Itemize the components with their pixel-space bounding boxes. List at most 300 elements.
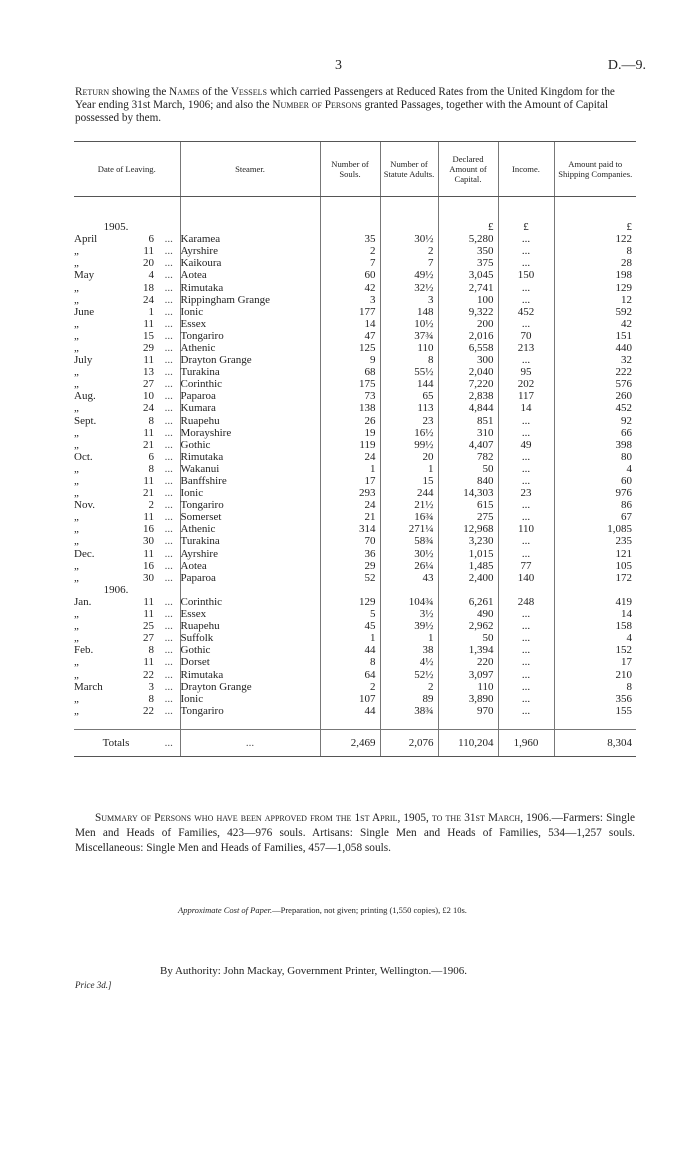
capital-cell: 12,968	[438, 523, 498, 535]
table-row	[74, 402, 636, 414]
month-cell: „	[74, 656, 79, 669]
table-row	[74, 644, 636, 656]
adults-cell: 37¾	[380, 330, 438, 342]
leader-dots: ...	[164, 354, 173, 367]
steamer-cell: Aotea	[180, 560, 320, 572]
leader-dots: ...	[164, 547, 173, 560]
income-cell: ...	[498, 608, 554, 620]
day-cell: 27	[143, 378, 154, 391]
table-row	[74, 475, 636, 487]
income-cell: ...	[498, 705, 554, 717]
adults-cell: 26¼	[380, 560, 438, 572]
leader-dots: ...	[164, 511, 173, 524]
souls-cell: 2	[320, 681, 380, 693]
income-cell: ...	[498, 354, 554, 366]
day-cell: 1	[148, 305, 154, 318]
capital-cell: 14,303	[438, 487, 498, 499]
month-cell: „	[74, 511, 79, 524]
summary-heading: Summary of Persons who have been approved from the 1st April, 1905, to the 31st March, 1906.	[95, 812, 552, 824]
steamer-cell: Rimutaka	[180, 451, 320, 463]
income-cell: ...	[498, 463, 554, 475]
income-cell: 150	[498, 269, 554, 281]
total-capital: 110,204	[438, 729, 498, 756]
steamer-cell: Ionic	[180, 306, 320, 318]
month-cell: „	[74, 378, 79, 391]
day-cell: 22	[143, 704, 154, 717]
paid-cell: 198	[554, 269, 636, 281]
paid-cell: 576	[554, 378, 636, 390]
steamer-cell: Karamea	[180, 233, 320, 245]
adults-cell: 148	[380, 306, 438, 318]
table-row	[74, 306, 636, 318]
capital-cell: 3,230	[438, 535, 498, 547]
adults-cell: 21½	[380, 499, 438, 511]
day-cell: 8	[148, 692, 154, 705]
income-cell: 452	[498, 306, 554, 318]
souls-cell: 42	[320, 281, 380, 293]
income-cell: 140	[498, 572, 554, 584]
table-header-row	[74, 142, 636, 197]
paid-cell: 356	[554, 693, 636, 705]
capital-cell: 2,741	[438, 281, 498, 293]
month-cell: „	[74, 366, 79, 379]
table-row	[74, 487, 636, 499]
steamer-cell: Tongariro	[180, 330, 320, 342]
leader-dots: ...	[164, 644, 173, 657]
capital-currency: £	[438, 221, 498, 233]
steamer-cell: Kumara	[180, 402, 320, 414]
day-cell: 11	[143, 245, 154, 258]
steamer-cell: Tongariro	[180, 499, 320, 511]
paid-cell: 67	[554, 511, 636, 523]
capital-cell: 4,407	[438, 439, 498, 451]
souls-cell: 125	[320, 342, 380, 354]
souls-cell: 7	[320, 257, 380, 269]
month-cell: „	[74, 487, 79, 500]
income-cell: ...	[498, 294, 554, 306]
income-cell: ...	[498, 427, 554, 439]
adults-cell: 7	[380, 257, 438, 269]
steamer-cell: Ayrshire	[180, 245, 320, 257]
table-row	[74, 632, 636, 644]
day-cell: 16	[143, 523, 154, 536]
table-row	[74, 620, 636, 632]
paid-cell: 42	[554, 318, 636, 330]
day-cell: 11	[143, 547, 154, 560]
month-cell: „	[74, 608, 79, 621]
adults-cell: 8	[380, 354, 438, 366]
income-cell: ...	[498, 535, 554, 547]
col-adults: Number of Statute Adults.	[380, 142, 438, 197]
paid-cell: 440	[554, 342, 636, 354]
adults-cell: 43	[380, 572, 438, 584]
month-cell: „	[74, 245, 79, 258]
paid-cell: 14	[554, 608, 636, 620]
day-cell: 30	[143, 535, 154, 548]
leader-dots: ...	[164, 680, 173, 693]
day-cell: 11	[143, 608, 154, 621]
souls-cell: 107	[320, 693, 380, 705]
steamer-cell: Paparoa	[180, 390, 320, 402]
souls-cell: 2	[320, 245, 380, 257]
souls-cell: 47	[320, 330, 380, 342]
souls-cell: 44	[320, 705, 380, 717]
adults-cell: 1	[380, 632, 438, 644]
leader-dots: ...	[164, 523, 173, 536]
table-row	[74, 499, 636, 511]
day-cell: 16	[143, 559, 154, 572]
capital-cell: 110	[438, 681, 498, 693]
month-cell: April	[74, 233, 98, 246]
capital-cell: 9,322	[438, 306, 498, 318]
paid-cell: 172	[554, 572, 636, 584]
steamer-cell: Paparoa	[180, 572, 320, 584]
capital-cell: 2,838	[438, 390, 498, 402]
table-row	[74, 523, 636, 535]
leader-dots: ...	[164, 620, 173, 633]
adults-cell: 39½	[380, 620, 438, 632]
capital-cell: 4,844	[438, 402, 498, 414]
souls-cell: 17	[320, 475, 380, 487]
income-cell: ...	[498, 620, 554, 632]
col-date: Date of Leaving.	[74, 142, 180, 197]
leader-dots: ...	[164, 595, 173, 608]
leader-dots: ...	[164, 269, 173, 282]
total-adults: 2,076	[380, 729, 438, 756]
steamer-cell: Ayrshire	[180, 548, 320, 560]
adults-cell: 3½	[380, 608, 438, 620]
paid-cell: 419	[554, 596, 636, 608]
table-row	[74, 656, 636, 668]
paid-cell: 592	[554, 306, 636, 318]
leader-dots: ...	[164, 656, 173, 669]
paid-cell: 122	[554, 233, 636, 245]
steamer-cell: Essex	[180, 318, 320, 330]
month-cell: Nov.	[74, 499, 95, 512]
table-row	[74, 342, 636, 354]
adults-cell: 244	[380, 487, 438, 499]
adults-cell: 2	[380, 245, 438, 257]
cost-of-paper: Approximate Cost of Paper.—Preparation, not given; printing (1,550 copies), £2 10s.	[178, 905, 467, 915]
table-row	[74, 257, 636, 269]
steamer-cell: Corinthic	[180, 596, 320, 608]
col-paid: Amount paid to Shipping Companies.	[554, 142, 636, 197]
table-row	[74, 681, 636, 693]
adults-cell: 271¼	[380, 523, 438, 535]
souls-cell: 129	[320, 596, 380, 608]
paid-cell: 121	[554, 548, 636, 560]
capital-cell: 5,280	[438, 233, 498, 245]
month-cell: „	[74, 668, 79, 681]
paid-cell: 260	[554, 390, 636, 402]
capital-cell: 1,394	[438, 644, 498, 656]
steamer-cell: Ruapehu	[180, 620, 320, 632]
steamer-cell: Banffshire	[180, 475, 320, 487]
day-cell: 11	[143, 317, 154, 330]
table-row	[74, 318, 636, 330]
day-cell: 15	[143, 329, 154, 342]
table-row	[74, 330, 636, 342]
adults-cell: 49½	[380, 269, 438, 281]
income-cell: 202	[498, 378, 554, 390]
capital-cell: 350	[438, 245, 498, 257]
income-cell: ...	[498, 548, 554, 560]
table-row	[74, 269, 636, 281]
income-currency: £	[498, 221, 554, 233]
day-cell: 8	[148, 414, 154, 427]
adults-cell: 30½	[380, 548, 438, 560]
steamer-cell: Turakina	[180, 366, 320, 378]
month-cell: „	[74, 632, 79, 645]
souls-cell: 70	[320, 535, 380, 547]
day-cell: 18	[143, 281, 154, 294]
capital-cell: 782	[438, 451, 498, 463]
leader-dots: ...	[164, 390, 173, 403]
steamer-cell: Tongariro	[180, 705, 320, 717]
paid-cell: 452	[554, 402, 636, 414]
souls-cell: 8	[320, 656, 380, 668]
table-row	[74, 451, 636, 463]
leader-dots: ...	[164, 245, 173, 258]
table-row	[74, 608, 636, 620]
day-cell: 11	[143, 511, 154, 524]
adults-cell: 55½	[380, 366, 438, 378]
income-cell: ...	[498, 257, 554, 269]
steamer-cell: Wakanui	[180, 463, 320, 475]
totals-label: Totals	[74, 729, 158, 756]
authority-line: By Authority: John Mackay, Government Printer, Wellington.—1906.	[160, 965, 467, 977]
month-cell: June	[74, 305, 95, 318]
month-cell: „	[74, 475, 79, 488]
capital-cell: 3,045	[438, 269, 498, 281]
day-cell: 11	[143, 426, 154, 439]
table-row	[74, 511, 636, 523]
capital-cell: 50	[438, 463, 498, 475]
day-cell: 21	[143, 438, 154, 451]
day-cell: 3	[148, 680, 154, 693]
day-cell: 11	[143, 595, 154, 608]
leader-dots: ...	[164, 366, 173, 379]
paid-cell: 105	[554, 560, 636, 572]
souls-cell: 177	[320, 306, 380, 318]
total-souls: 2,469	[320, 729, 380, 756]
month-cell: May	[74, 269, 95, 282]
month-cell: „	[74, 692, 79, 705]
month-cell: Jan.	[74, 595, 92, 608]
capital-cell: 50	[438, 632, 498, 644]
capital-cell: 100	[438, 294, 498, 306]
leader-dots: ...	[164, 341, 173, 354]
day-cell: 20	[143, 257, 154, 270]
income-cell: ...	[498, 681, 554, 693]
document-reference: D.—9.	[607, 58, 646, 73]
leader-dots: ...	[164, 402, 173, 415]
month-cell: „	[74, 559, 79, 572]
souls-cell: 1	[320, 632, 380, 644]
steamer-cell: Ionic	[180, 693, 320, 705]
month-cell: „	[74, 293, 79, 306]
month-cell: „	[74, 341, 79, 354]
month-cell: „	[74, 281, 79, 294]
steamer-cell: Drayton Grange	[180, 354, 320, 366]
capital-cell: 220	[438, 656, 498, 668]
leader-dots: ...	[164, 450, 173, 463]
leader-dots: ...	[164, 414, 173, 427]
table-row	[74, 535, 636, 547]
capital-cell: 6,261	[438, 596, 498, 608]
adults-cell: 16½	[380, 427, 438, 439]
day-cell: 6	[148, 450, 154, 463]
table-row	[74, 245, 636, 257]
leader-dots: ...	[164, 571, 173, 584]
souls-cell: 26	[320, 415, 380, 427]
leader-dots: ...	[164, 535, 173, 548]
table-row	[74, 560, 636, 572]
income-cell: ...	[498, 656, 554, 668]
adults-cell: 113	[380, 402, 438, 414]
capital-cell: 7,220	[438, 378, 498, 390]
income-cell: ...	[498, 233, 554, 245]
steamer-cell: Gothic	[180, 644, 320, 656]
souls-cell: 24	[320, 499, 380, 511]
leader-dots: ...	[164, 438, 173, 451]
paid-cell: 235	[554, 535, 636, 547]
leader-dots: ...	[164, 305, 173, 318]
paid-cell: 86	[554, 499, 636, 511]
col-steamer: Steamer.	[180, 142, 320, 197]
steamer-cell: Essex	[180, 608, 320, 620]
year-1905: 1905.	[103, 221, 129, 234]
table-row	[74, 427, 636, 439]
income-cell: ...	[498, 693, 554, 705]
souls-cell: 138	[320, 402, 380, 414]
table-row	[74, 294, 636, 306]
steamer-cell: Athenic	[180, 523, 320, 535]
paid-cell: 8	[554, 681, 636, 693]
steamer-cell: Corinthic	[180, 378, 320, 390]
summary-paragraph	[75, 811, 635, 856]
steamer-cell: Rimutaka	[180, 281, 320, 293]
souls-cell: 175	[320, 378, 380, 390]
income-cell: ...	[498, 499, 554, 511]
month-cell: Dec.	[74, 547, 95, 560]
souls-cell: 24	[320, 451, 380, 463]
income-cell: ...	[498, 644, 554, 656]
month-cell: Aug.	[74, 390, 96, 403]
month-cell: „	[74, 329, 79, 342]
adults-cell: 16¾	[380, 511, 438, 523]
price-note: Price 3d.]	[75, 980, 112, 990]
month-cell: „	[74, 704, 79, 717]
adults-cell: 58¾	[380, 535, 438, 547]
capital-cell: 2,400	[438, 572, 498, 584]
table-row	[74, 596, 636, 608]
income-cell: ...	[498, 245, 554, 257]
souls-cell: 45	[320, 620, 380, 632]
steamer-cell: Ionic	[180, 487, 320, 499]
paid-cell: 4	[554, 632, 636, 644]
income-cell: 49	[498, 439, 554, 451]
paid-cell: 92	[554, 415, 636, 427]
income-cell: ...	[498, 281, 554, 293]
paid-cell: 8	[554, 245, 636, 257]
steamer-cell: Rimutaka	[180, 668, 320, 680]
paid-cell: 80	[554, 451, 636, 463]
table-row	[74, 693, 636, 705]
income-cell: 95	[498, 366, 554, 378]
year-1906: 1906.	[103, 583, 129, 596]
capital-cell: 6,558	[438, 342, 498, 354]
year-row	[74, 221, 636, 233]
month-cell: Oct.	[74, 450, 93, 463]
souls-cell: 29	[320, 560, 380, 572]
col-capital: Declared Amount of Capital.	[438, 142, 498, 197]
adults-cell: 52½	[380, 668, 438, 680]
leader-dots: ...	[164, 632, 173, 645]
income-cell: ...	[498, 632, 554, 644]
month-cell: Sept.	[74, 414, 97, 427]
souls-cell: 52	[320, 572, 380, 584]
souls-cell: 5	[320, 608, 380, 620]
income-cell: 70	[498, 330, 554, 342]
month-cell: „	[74, 620, 79, 633]
adults-cell: 110	[380, 342, 438, 354]
capital-cell: 2,962	[438, 620, 498, 632]
leader-dots: ...	[164, 329, 173, 342]
capital-cell: 3,890	[438, 693, 498, 705]
adults-cell: 30½	[380, 233, 438, 245]
souls-cell: 119	[320, 439, 380, 451]
paid-cell: 151	[554, 330, 636, 342]
income-cell: 23	[498, 487, 554, 499]
leader-dots: ...	[164, 281, 173, 294]
steamer-cell: Dorset	[180, 656, 320, 668]
income-cell: 77	[498, 560, 554, 572]
day-cell: 29	[143, 341, 154, 354]
paid-cell: 60	[554, 475, 636, 487]
vessels-table	[74, 141, 636, 757]
adults-cell: 15	[380, 475, 438, 487]
capital-cell: 2,016	[438, 330, 498, 342]
capital-cell: 300	[438, 354, 498, 366]
souls-cell: 35	[320, 233, 380, 245]
steamer-cell: Somerset	[180, 511, 320, 523]
month-cell: „	[74, 438, 79, 451]
capital-cell: 1,485	[438, 560, 498, 572]
leader-dots: ...	[164, 499, 173, 512]
leader-dots: ...	[164, 692, 173, 705]
table-row	[74, 705, 636, 717]
souls-cell: 3	[320, 294, 380, 306]
col-income: Income.	[498, 142, 554, 197]
leader-dots: ...	[164, 487, 173, 500]
income-cell: 110	[498, 523, 554, 535]
capital-cell: 3,097	[438, 668, 498, 680]
paid-cell: 398	[554, 439, 636, 451]
adults-cell: 10½	[380, 318, 438, 330]
day-cell: 11	[143, 354, 154, 367]
total-paid: 8,304	[554, 729, 636, 756]
souls-cell: 14	[320, 318, 380, 330]
summary-text: —Farmers: Single Men and Heads of Families, 423—976 souls. Artisans: Single Men and Heads of Families, 534—1,257 souls. Miscellaneous: Single Men and Heads of Families, 457—1,058 souls.	[75, 812, 635, 854]
day-cell: 25	[143, 620, 154, 633]
paid-cell: 1,085	[554, 523, 636, 535]
paid-cell: 976	[554, 487, 636, 499]
return-title: Return showing the Names of the Vessels which carried Passengers at Reduced Rates from the United Kingdom for the Year ending 31st March, 1906; and also the Number of Persons granted Passages, together with the Amount of Capital possessed by them.	[75, 86, 615, 124]
month-cell: „	[74, 257, 79, 270]
souls-cell: 44	[320, 644, 380, 656]
table-row	[74, 668, 636, 680]
